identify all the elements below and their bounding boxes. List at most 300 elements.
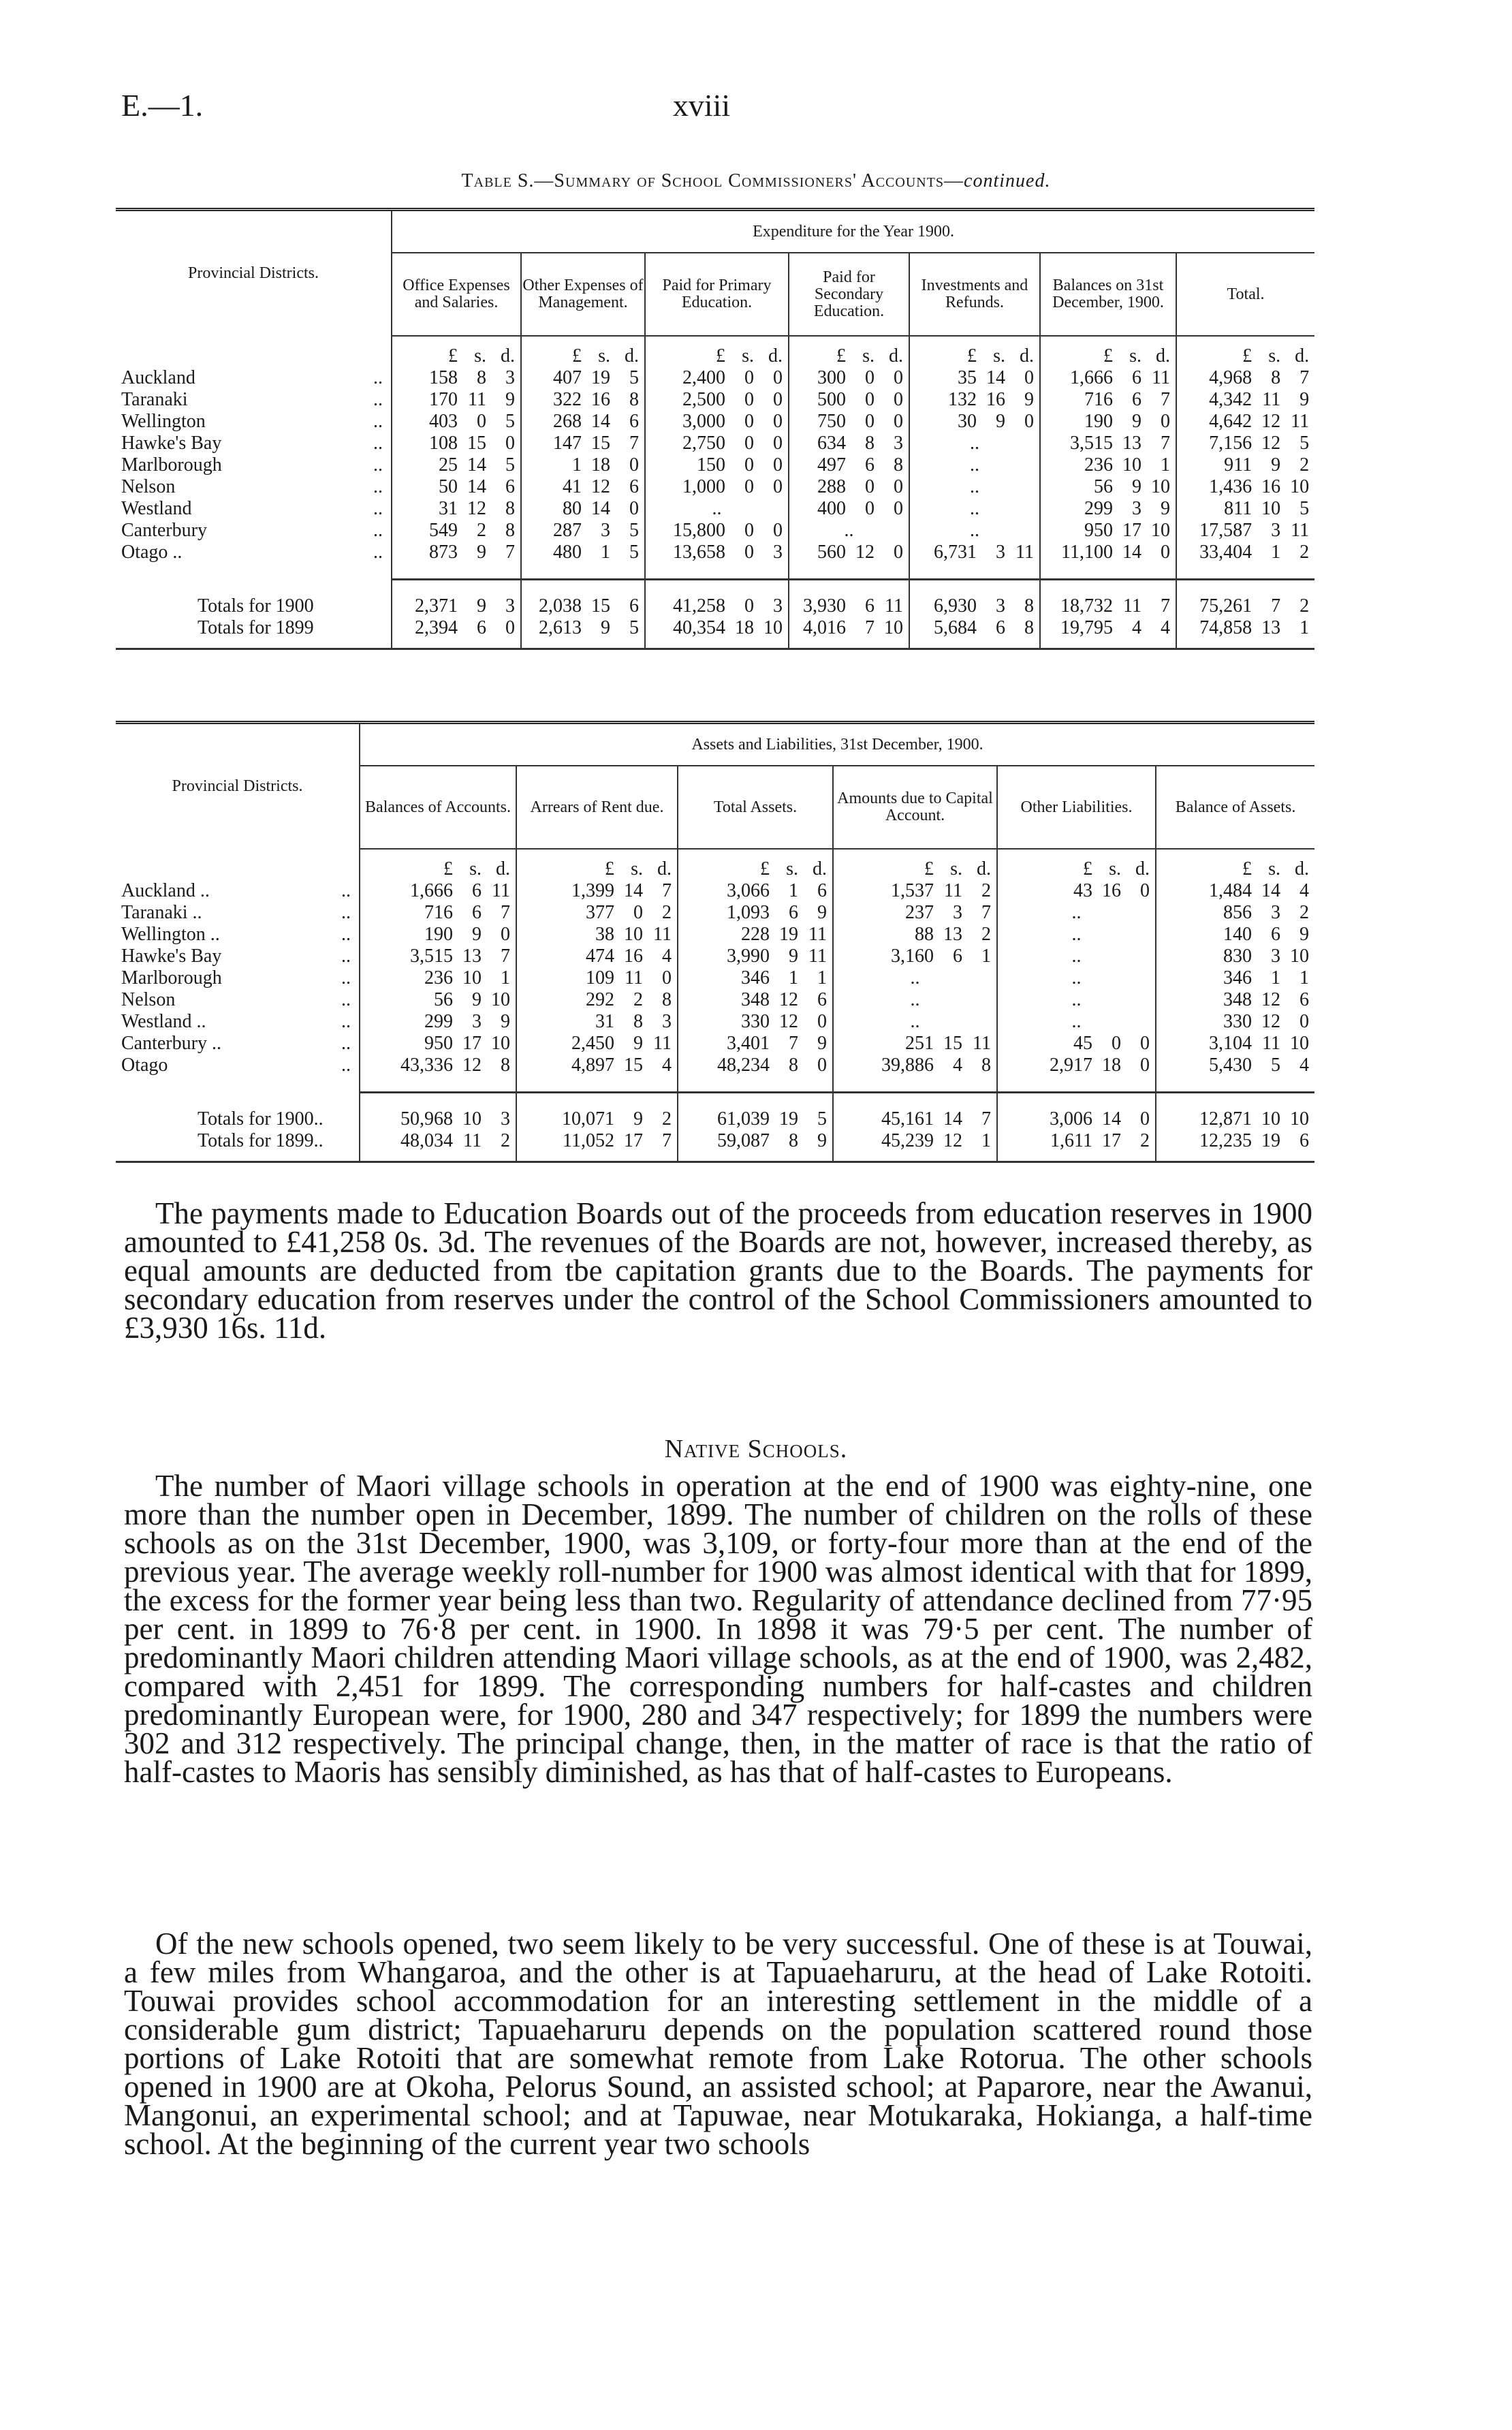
shillings: 12 <box>1261 411 1281 432</box>
shillings: 0 <box>744 542 754 563</box>
leader-dots: .. <box>341 1055 351 1076</box>
amount-cell <box>678 1055 833 1076</box>
amount-cell <box>789 367 909 389</box>
totals-row <box>116 595 1314 617</box>
shillings: 8 <box>865 433 875 454</box>
pounds: 716 <box>424 902 453 923</box>
shillings: 17 <box>1122 520 1141 541</box>
pence: 2 <box>1140 1130 1150 1151</box>
pence: 10 <box>1151 476 1170 497</box>
amount-cell <box>392 595 521 617</box>
pence: 0 <box>817 1011 827 1032</box>
table-row <box>116 1011 1314 1033</box>
leader-dots: .. <box>373 367 383 388</box>
column-header: Balances on 31st December, 1900. <box>1040 253 1176 336</box>
column-header: Investments and Refunds. <box>909 253 1040 336</box>
shillings: 14 <box>467 476 486 497</box>
pence: 4 <box>662 946 672 967</box>
amount-cell <box>645 433 789 454</box>
shillings: 9 <box>1271 454 1281 476</box>
pounds: 474 <box>586 946 614 967</box>
pence: 0 <box>894 476 903 497</box>
shillings: 3 <box>1132 498 1141 519</box>
pounds: 288 <box>817 476 846 497</box>
shillings: 11 <box>463 1130 482 1151</box>
pence: 10 <box>884 617 903 638</box>
nil-marker: .. <box>1071 946 1082 967</box>
paragraph-native-schools <box>124 1469 1312 1789</box>
pence: 5 <box>505 454 515 476</box>
unit-shillings: s. <box>742 345 754 367</box>
district-cell <box>116 411 392 433</box>
amount-cell <box>1040 520 1176 542</box>
shillings: 0 <box>865 476 875 497</box>
leader-dots: .. <box>341 902 351 923</box>
shillings: 9 <box>633 1108 643 1130</box>
shillings: 0 <box>744 433 754 454</box>
shillings: 2 <box>477 520 486 541</box>
shillings: 8 <box>633 1011 643 1032</box>
shillings: 12 <box>1261 1011 1281 1032</box>
amount-cell <box>833 1108 997 1130</box>
shillings: 11 <box>468 389 486 410</box>
amount-cell <box>360 902 516 924</box>
shillings: 17 <box>624 1130 643 1151</box>
pounds: 330 <box>1223 1011 1253 1032</box>
pence: 8 <box>505 520 515 541</box>
amount-cell <box>1040 367 1176 389</box>
district-name: Westland .. <box>121 1011 206 1032</box>
amount-cell <box>1040 542 1176 563</box>
pounds: 74,858 <box>1199 617 1253 638</box>
amount-cell <box>789 454 909 476</box>
shillings: 3 <box>996 542 1005 563</box>
nil-marker: .. <box>910 967 920 988</box>
shillings: 12 <box>779 989 798 1010</box>
amount-cell <box>360 880 516 902</box>
district-name: Nelson <box>121 476 176 497</box>
amount-cell <box>521 520 645 542</box>
pence: 0 <box>1024 411 1034 432</box>
shillings: 3 <box>601 520 610 541</box>
amount-cell <box>1156 1130 1314 1152</box>
amount-cell <box>392 433 521 454</box>
pence: 0 <box>1024 367 1034 388</box>
amount-cell <box>392 367 521 389</box>
pounds: 497 <box>817 454 846 476</box>
pounds: 287 <box>553 520 582 541</box>
amount-cell <box>997 1130 1156 1152</box>
pence: 11 <box>808 946 827 967</box>
table-row <box>116 902 1314 924</box>
shillings: 16 <box>1261 476 1281 497</box>
pence: 0 <box>505 617 515 638</box>
column-header: Other Expenses of Management. <box>521 253 645 336</box>
pence: 9 <box>1300 924 1310 945</box>
pounds: 2,613 <box>539 617 582 638</box>
shillings: 0 <box>633 902 643 923</box>
shillings: 14 <box>624 880 643 901</box>
shillings: 0 <box>865 498 875 519</box>
pence: 0 <box>773 454 783 476</box>
leader-dots: .. <box>373 411 383 432</box>
pence: 7 <box>501 902 510 923</box>
shillings: 8 <box>789 1130 798 1151</box>
column-header: Other Liabilities. <box>997 766 1156 849</box>
nil-marker: .. <box>970 476 979 497</box>
pounds: 1,093 <box>727 902 770 923</box>
unit-shillings: s. <box>950 858 962 879</box>
shillings: 17 <box>1102 1130 1121 1151</box>
shillings: 0 <box>744 389 754 410</box>
shillings: 14 <box>943 1108 962 1130</box>
shillings: 15 <box>943 1033 962 1054</box>
amount-cell <box>645 595 789 617</box>
shillings: 0 <box>744 595 754 617</box>
pence: 7 <box>629 433 639 454</box>
pounds: 2,500 <box>682 389 725 410</box>
pounds: 108 <box>429 433 458 454</box>
shillings: 16 <box>986 389 1005 410</box>
shillings: 3 <box>1271 946 1281 967</box>
amount-cell <box>645 498 789 520</box>
pence: 5 <box>629 617 639 638</box>
amount-cell <box>1156 1108 1314 1130</box>
pence: 7 <box>1161 433 1170 454</box>
pounds: 950 <box>1084 520 1113 541</box>
units-row <box>116 345 1314 367</box>
pence: 7 <box>505 542 515 563</box>
amount-cell <box>521 498 645 520</box>
pounds: 30 <box>958 411 977 432</box>
pounds: 15,800 <box>673 520 725 541</box>
shillings: 8 <box>477 367 486 388</box>
pence: 9 <box>817 1033 827 1054</box>
district-name: Westland <box>121 498 192 519</box>
pounds: 109 <box>586 967 614 988</box>
shillings: 11 <box>1123 595 1141 617</box>
caption-continued: continued. <box>964 170 1051 191</box>
pence: 5 <box>629 367 639 388</box>
unit-pounds: £ <box>760 858 770 879</box>
table-row <box>116 389 1314 411</box>
amount-cell <box>1176 520 1314 542</box>
pounds: 4,968 <box>1209 367 1253 388</box>
shillings: 9 <box>1132 411 1141 432</box>
district-cell <box>116 498 392 520</box>
table-row <box>116 967 1314 989</box>
pence: 0 <box>894 411 903 432</box>
pounds: 299 <box>1084 498 1113 519</box>
shillings: 13 <box>1122 433 1141 454</box>
amount-cell <box>909 433 1040 454</box>
shillings: 0 <box>477 411 486 432</box>
amount-cell <box>645 476 789 498</box>
pounds: 268 <box>553 411 582 432</box>
pence: 0 <box>894 389 903 410</box>
pounds: 10,071 <box>562 1108 614 1130</box>
unit-shillings: s. <box>1129 345 1141 367</box>
pence: 0 <box>773 367 783 388</box>
pence: 4 <box>1161 617 1170 638</box>
pence: 0 <box>1140 1055 1150 1076</box>
pence: 3 <box>505 595 515 617</box>
unit-pounds: £ <box>1242 345 1253 367</box>
shillings: 8 <box>1271 367 1281 388</box>
shillings: 10 <box>1122 454 1141 476</box>
pounds: 38 <box>595 924 614 945</box>
district-name: Auckland .. <box>121 880 210 901</box>
pounds: 560 <box>817 542 846 563</box>
nil-marker: .. <box>970 433 979 454</box>
unit-pence: d. <box>657 858 672 879</box>
paragraph-text: The number of Maori village schools in operation at the end of 1900 was eighty-nine, one more than the number open in December, 1899. The number of children on the rolls of these schools as on the 31st December, 1900, was 3,109, or forty-four more than at the end of the previous year. The average weekly roll-number for 1900 was almost identical with that for 1899, the excess for the former year being less than two. Regularity of attendance declined from 77·95 per cent. in 1899 to 76·8 per cent. in 1900. In 1898 it was 79·5 per cent. The number of predominantly Maori children attending Maori village schools, as at the end of 1900, was 2,482, compared with 2,451 for 1899. The corresponding numbers for half-castes and children predominantly European were, for 1900, 280 and 347 respectively; for 1899 the numbers were 302 and 312 respectively. The principal change, then, in the matter of race is that the ratio of half-castes to Maoris has sensibly diminished, as has that of half-castes to Europeans. <box>124 1469 1312 1789</box>
pounds: 40,354 <box>673 617 725 638</box>
shillings: 0 <box>744 476 754 497</box>
pence: 1 <box>1161 454 1170 476</box>
amount-cell <box>1040 389 1176 411</box>
shillings: 10 <box>1261 1108 1281 1130</box>
pence: 4 <box>1300 1055 1310 1076</box>
pence: 9 <box>817 1130 827 1151</box>
pounds: 39,886 <box>881 1055 934 1076</box>
pence: 2 <box>662 1108 672 1130</box>
district-name: Taranaki <box>121 389 188 410</box>
pounds: 7,156 <box>1209 433 1253 454</box>
amount-cell <box>909 498 1040 520</box>
pounds: 56 <box>434 989 453 1010</box>
shillings: 3 <box>1271 902 1281 923</box>
amount-cell <box>1156 924 1314 946</box>
pence: 5 <box>817 1108 827 1130</box>
amount-cell <box>521 595 645 617</box>
pounds: 2,394 <box>415 617 458 638</box>
pence: 8 <box>981 1055 991 1076</box>
leader-dots: .. <box>373 433 383 454</box>
amount-cell <box>1176 498 1314 520</box>
pence: 0 <box>1140 1108 1150 1130</box>
shillings: 17 <box>462 1033 482 1054</box>
pence: 5 <box>1300 433 1310 454</box>
pence: 0 <box>1140 1033 1150 1054</box>
district-name: Otago .. <box>121 542 183 563</box>
leader-dots: .. <box>373 389 383 410</box>
pounds: 2,371 <box>415 595 458 617</box>
pounds: 1,436 <box>1209 476 1253 497</box>
pence: 7 <box>1161 389 1170 410</box>
pence: 0 <box>505 433 515 454</box>
amount-cell <box>392 498 521 520</box>
unit-pence: d. <box>496 858 510 879</box>
pounds: 830 <box>1223 946 1253 967</box>
shillings: 6 <box>472 880 482 901</box>
pence: 6 <box>817 989 827 1010</box>
pounds: 1 <box>572 454 582 476</box>
pence: 1 <box>817 967 827 988</box>
pounds: 41,258 <box>673 595 725 617</box>
pence: 10 <box>763 617 783 638</box>
amount-cell <box>1156 1055 1314 1076</box>
amount-cell <box>360 1108 516 1130</box>
pence: 0 <box>629 498 639 519</box>
amount-cell <box>360 1011 516 1033</box>
unit-pounds: £ <box>448 345 458 367</box>
pounds: 549 <box>429 520 458 541</box>
pence: 7 <box>662 880 672 901</box>
amount-cell <box>1156 880 1314 902</box>
amount-cell <box>833 902 997 924</box>
amount-cell <box>516 946 678 967</box>
shillings: 12 <box>943 1130 962 1151</box>
amount-cell <box>909 542 1040 563</box>
pence: 5 <box>629 520 639 541</box>
amount-cell <box>516 924 678 946</box>
amount-cell <box>516 967 678 989</box>
shillings: 7 <box>789 1033 798 1054</box>
amount-cell <box>1040 595 1176 617</box>
pence: 10 <box>1290 1033 1310 1054</box>
pence: 0 <box>1300 1011 1310 1032</box>
pounds: 43 <box>1073 880 1092 901</box>
amount-cell <box>1176 433 1314 454</box>
pounds: 158 <box>429 367 458 388</box>
amount-cell <box>789 498 909 520</box>
pounds: 1,484 <box>1209 880 1253 901</box>
amount-cell <box>997 967 1156 989</box>
amount-cell <box>833 1011 997 1033</box>
pence: 10 <box>1290 1108 1310 1130</box>
amount-cell <box>645 389 789 411</box>
shillings: 6 <box>789 902 798 923</box>
shillings: 13 <box>1261 617 1281 638</box>
paragraph-text: Of the new schools opened, two seem likely to be very successful. One of these is at Touwai, a few miles from Whangaroa, and the other is at Tapuaeharuru, at the head of Lake Rotoiti. Touwai provides school accommodation for an interesting settlement in the middle of a considerable gum district; Tapuaeharuru depends on the population scattered round those portions of Lake Rotoiti that are somewhat remote from Lake Rotorua. The other schools opened in 1900 are at Okoha, Pelorus Sound, an assisted school; at Paparore, near the Awanui, Mangonui, an experimental school; and at Tapuwae, near Motukaraka, Hokianga, a half-time school. At the beginning of the current year two schools <box>124 1927 1312 2161</box>
shillings: 0 <box>744 411 754 432</box>
pounds: 5,684 <box>934 617 977 638</box>
district-cell <box>116 902 360 924</box>
amount-cell <box>833 989 997 1011</box>
pounds: 5,430 <box>1209 1055 1253 1076</box>
pounds: 251 <box>905 1033 934 1054</box>
pence: 6 <box>505 476 515 497</box>
shillings: 18 <box>735 617 754 638</box>
amount-cell <box>997 1011 1156 1033</box>
pounds: 911 <box>1224 454 1253 476</box>
shillings: 15 <box>624 1055 643 1076</box>
shillings: 6 <box>996 617 1005 638</box>
district-name: Marlborough <box>121 454 222 476</box>
amount-cell <box>360 1033 516 1055</box>
pence: 0 <box>894 542 903 563</box>
amount-cell <box>521 542 645 563</box>
pounds: 48,034 <box>400 1130 453 1151</box>
district-name: Hawke's Bay <box>121 433 222 454</box>
amount-cell <box>997 880 1156 902</box>
pence: 0 <box>501 924 510 945</box>
amount-cell <box>521 389 645 411</box>
pounds: 348 <box>1223 989 1253 1010</box>
shillings: 9 <box>601 617 610 638</box>
pounds: 6,731 <box>934 542 977 563</box>
section-heading: Native Schools. <box>664 1435 848 1463</box>
pounds: 13,658 <box>673 542 725 563</box>
pence: 6 <box>629 411 639 432</box>
amount-cell <box>997 1055 1156 1076</box>
pence: 3 <box>505 367 515 388</box>
shillings: 16 <box>591 389 610 410</box>
amount-cell <box>516 1108 678 1130</box>
pounds: 292 <box>586 989 614 1010</box>
amount-cell <box>678 989 833 1011</box>
shillings: 14 <box>591 411 610 432</box>
pounds: 48,234 <box>717 1055 770 1076</box>
assets-table <box>116 721 1314 1163</box>
shillings: 16 <box>1102 880 1121 901</box>
shillings: 19 <box>779 924 798 945</box>
district-cell <box>116 880 360 902</box>
unit-pence: d. <box>1156 345 1170 367</box>
leader-dots: .. <box>373 520 383 541</box>
pounds: 3,930 <box>803 595 846 617</box>
nil-marker: .. <box>970 520 979 541</box>
amount-cell <box>1040 433 1176 454</box>
amount-cell <box>1156 967 1314 989</box>
pence: 0 <box>894 498 903 519</box>
shillings: 19 <box>1261 1130 1281 1151</box>
amount-cell <box>678 924 833 946</box>
pounds: 17,587 <box>1199 520 1253 541</box>
district-name: Otago <box>121 1055 168 1076</box>
amount-cell <box>909 454 1040 476</box>
pence: 6 <box>629 595 639 617</box>
pounds: 811 <box>1224 498 1253 519</box>
unit-pence: d. <box>889 345 903 367</box>
pounds: 50,968 <box>400 1108 453 1130</box>
nil-marker: .. <box>1071 967 1082 988</box>
pence: 1 <box>1300 967 1310 988</box>
shillings: 4 <box>953 1055 962 1076</box>
amount-cell <box>1176 476 1314 498</box>
pounds: 12,871 <box>1199 1108 1253 1130</box>
pence: 11 <box>653 1033 672 1054</box>
shillings: 10 <box>624 924 643 945</box>
pence: 0 <box>1140 880 1150 901</box>
pence: 8 <box>501 1055 510 1076</box>
amount-cell <box>521 433 645 454</box>
unit-pounds: £ <box>836 345 846 367</box>
shillings: 13 <box>943 924 962 945</box>
pence: 3 <box>662 1011 672 1032</box>
amount-cell <box>1176 617 1314 639</box>
amount-cell <box>833 924 997 946</box>
pounds: 3,066 <box>727 880 770 901</box>
amount-cell <box>909 617 1040 639</box>
pence: 0 <box>662 967 672 988</box>
pence: 7 <box>501 946 510 967</box>
amount-cell <box>789 617 909 639</box>
pence: 5 <box>1300 498 1310 519</box>
pence: 8 <box>505 498 515 519</box>
amount-cell <box>1176 411 1314 433</box>
amount-cell <box>516 880 678 902</box>
pounds: 480 <box>553 542 582 563</box>
amount-cell <box>516 1055 678 1076</box>
paragraph-text: The payments made to Education Boards out of the proceeds from education reserves in 1900 amounted to £41,258 0s. 3d. The revenues of the Boards are not, however, increased thereby, as equal amounts are deducted from tbe capitation grants due to the Boards. The payments for secondary education from reserves under the control of the School Commissioners amounted to £3,930 16s. 11d. <box>124 1196 1312 1345</box>
pounds: 950 <box>424 1033 453 1054</box>
shillings: 3 <box>953 902 962 923</box>
pence: 11 <box>492 880 510 901</box>
shillings: 12 <box>779 1011 798 1032</box>
column-header: Total Assets. <box>678 766 833 849</box>
